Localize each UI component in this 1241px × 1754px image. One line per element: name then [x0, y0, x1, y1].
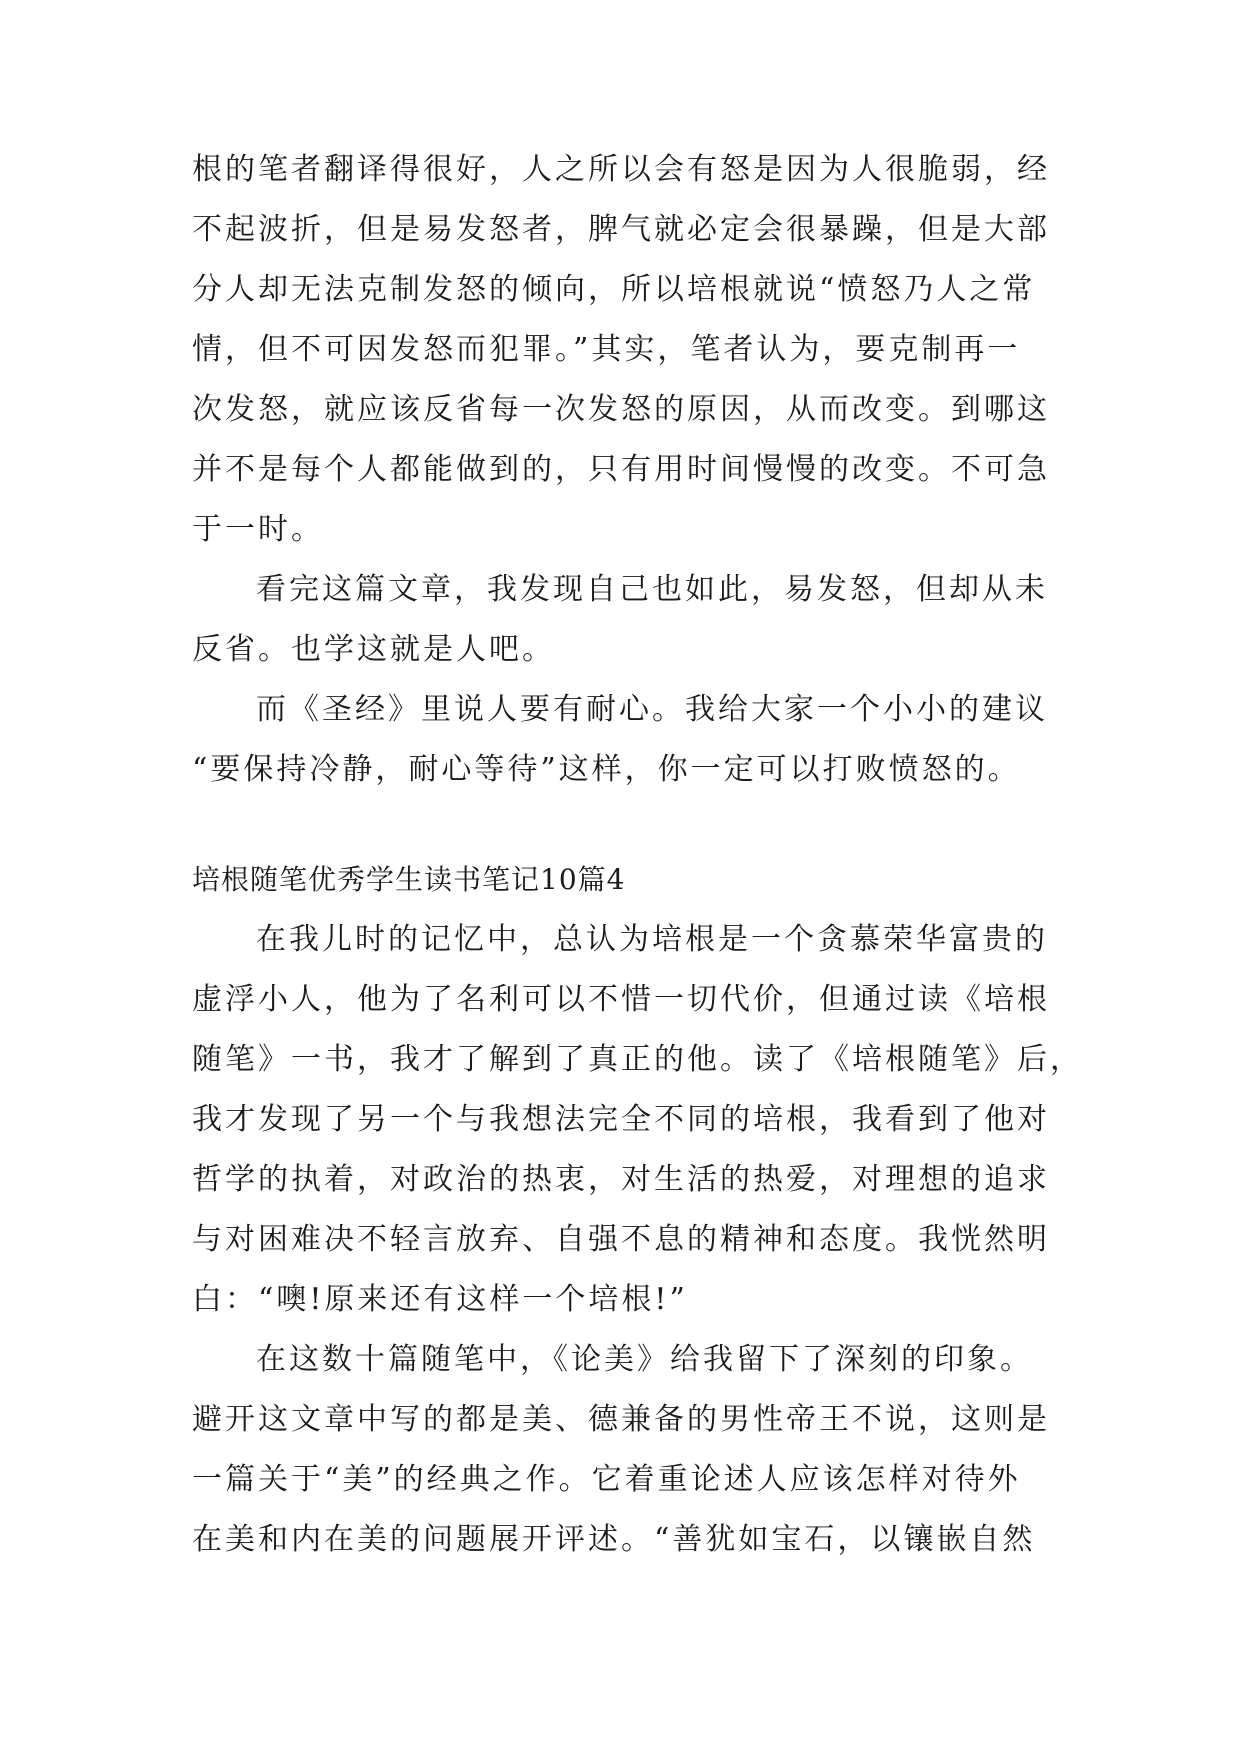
paragraph-4-line-6: 与对困难决不轻言放弃、自强不息的精神和态度。我恍然明 [192, 1222, 1050, 1257]
paragraph-4-line-7: 白：“噢!原来还有这样一个培根!” [192, 1282, 688, 1317]
paragraph-1-line-4: 情，但不可因发怒而犯罪。”其实，笔者认为，要克制再一 [192, 332, 1021, 367]
paragraph-5-line-3: 一篇关于“美”的经典之作。它着重论述人应该怎样对待外 [192, 1462, 1021, 1497]
paragraph-1-line-5: 次发怒，就应该反省每一次发怒的原因，从而改变。到哪这 [192, 392, 1050, 427]
paragraph-3-line-2: “要保持冷静，耐心等待”这样，你一定可以打败愤怒的。 [192, 752, 1021, 787]
paragraph-4-line-5: 哲学的执着，对政治的热衷，对生活的热爱，对理想的追求 [192, 1162, 1050, 1197]
paragraph-4-line-1: 在我儿时的记忆中，总认为培根是一个贪慕荣华富贵的 [256, 922, 1048, 957]
paragraph-1-line-3: 分人却无法克制发怒的倾向，所以培根就说“愤怒乃人之常 [192, 272, 1036, 307]
paragraph-5-line-4: 在美和内在美的问题展开评述。“善犹如宝石，以镶嵌自然 [192, 1522, 1036, 1557]
section-heading: 培根随笔优秀学生读书笔记10篇4 [192, 863, 626, 896]
paragraph-1-line-7: 于一时。 [192, 512, 324, 547]
paragraph-1-line-1: 根的笔者翻译得很好，人之所以会有怒是因为人很脆弱，经 [192, 152, 1050, 187]
paragraph-3-line-1: 而《圣经》里说人要有耐心。我给大家一个小小的建议 [256, 692, 1048, 727]
paragraph-1-line-6: 并不是每个人都能做到的，只有用时间慢慢的改变。不可急 [192, 452, 1050, 487]
paragraph-4-line-2: 虚浮小人，他为了名利可以不惜一切代价，但通过读《培根 [192, 982, 1050, 1017]
paragraph-5-line-2: 避开这文章中写的都是美、德兼备的男性帝王不说，这则是 [192, 1402, 1050, 1437]
paragraph-1-line-2: 不起波折，但是易发怒者，脾气就必定会很暴躁，但是大部 [192, 212, 1050, 247]
paragraph-4-line-3: 随笔》一书，我才了解到了真正的他。读了《培根随笔》后， [192, 1042, 1083, 1077]
paragraph-5-line-1: 在这数十篇随笔中，《论美》给我留下了深刻的印象。 [256, 1342, 1033, 1377]
paragraph-4-line-4: 我才发现了另一个与我想法完全不同的培根，我看到了他对 [192, 1102, 1050, 1137]
paragraph-2-line-2: 反省。也学这就是人吧。 [192, 632, 555, 667]
paragraph-2-line-1: 看完这篇文章，我发现自己也如此，易发怒，但却从未 [256, 572, 1048, 607]
